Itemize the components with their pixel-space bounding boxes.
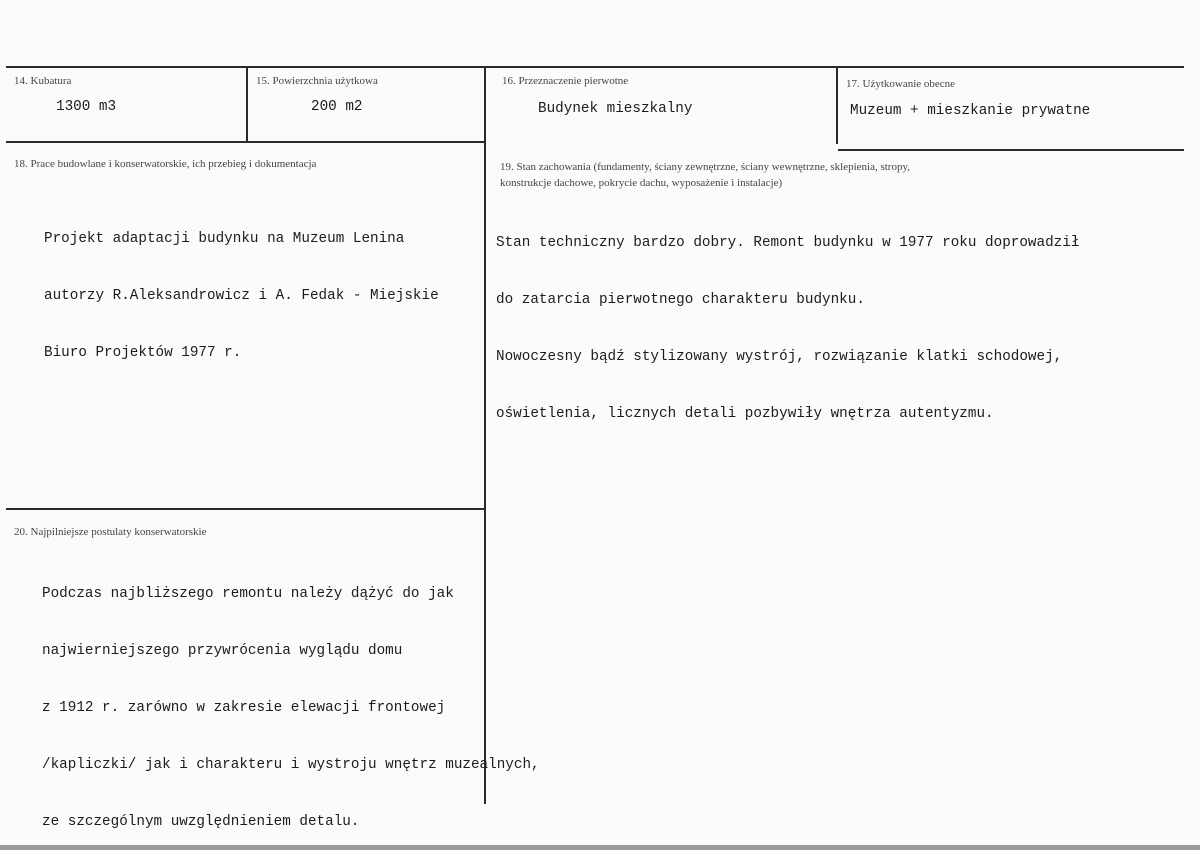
field-14-label: 14. Kubatura	[14, 75, 72, 87]
field-20-line: z 1912 r. zarówno w zakresie elewacji frontowej	[42, 700, 446, 716]
field-16-label: 16. Przeznaczenie pierwotne	[502, 75, 629, 87]
col-divider-14-15	[246, 66, 248, 142]
field-19-text	[496, 196, 1079, 443]
field-18-line: Biuro Projektów 1977 r.	[44, 345, 242, 361]
section-18-bottom-line	[6, 508, 484, 510]
field-16-value: Budynek mieszkalny	[538, 101, 693, 117]
field-19-line: do zatarcia pierwotnego charakteru budynku.	[496, 292, 865, 308]
field-20-label: 20. Najpilniejsze postulaty konserwatorskie	[14, 526, 207, 538]
field-19-line: Stan techniczny bardzo dobry. Remont budynku w 1977 roku doprowadził	[496, 235, 1080, 251]
col-divider-16-17	[836, 68, 838, 144]
field-18-label: 18. Prace budowlane i konserwatorskie, ich przebieg i dokumentacja	[14, 158, 317, 170]
field-19-line: oświetlenia, licznych detali pozbywiły wnętrza autentyzmu.	[496, 406, 994, 422]
field-19-line: Nowoczesny bądź stylizowany wystrój, rozwiązanie klatki schodowej,	[496, 349, 1063, 365]
field-20-line: najwierniejszego przywrócenia wyglądu domu	[42, 643, 403, 659]
field-17-label: 17. Użytkowanie obecne	[846, 78, 956, 90]
field-19-label: 19. Stan zachowania (fundamenty, ściany zewnętrzne, ściany wewnętrzne, sklepienia, stropy,	[500, 161, 911, 173]
field-20-text	[42, 547, 540, 851]
field-20-line: ze szczególnym uwzględnieniem detalu.	[42, 814, 360, 830]
field-19-label-continued: konstrukcje dachowe, pokrycie dachu, wyposażenie i instalacje)	[500, 177, 783, 189]
field-18-text	[44, 192, 439, 382]
top-border-line	[6, 66, 1184, 68]
field-15-label: 15. Powierzchnia użytkowa	[256, 75, 378, 87]
row1-bottom-line-right	[838, 149, 1184, 151]
field-18-line: Projekt adaptacji budynku na Muzeum Lenina	[44, 231, 405, 247]
field-20-line: /kapliczki/ jak i charakteru i wystroju wnętrz muzealnych,	[42, 757, 540, 773]
field-15-value: 200 m2	[311, 99, 363, 115]
field-14-value: 1300 m3	[56, 99, 117, 115]
field-20-line: Podczas najbliższego remontu należy dążyć do jak	[42, 586, 454, 602]
field-17-value: Muzeum + mieszkanie prywatne	[850, 103, 1091, 119]
field-18-line: autorzy R.Aleksandrowicz i A. Fedak - Miejskie	[44, 288, 439, 304]
